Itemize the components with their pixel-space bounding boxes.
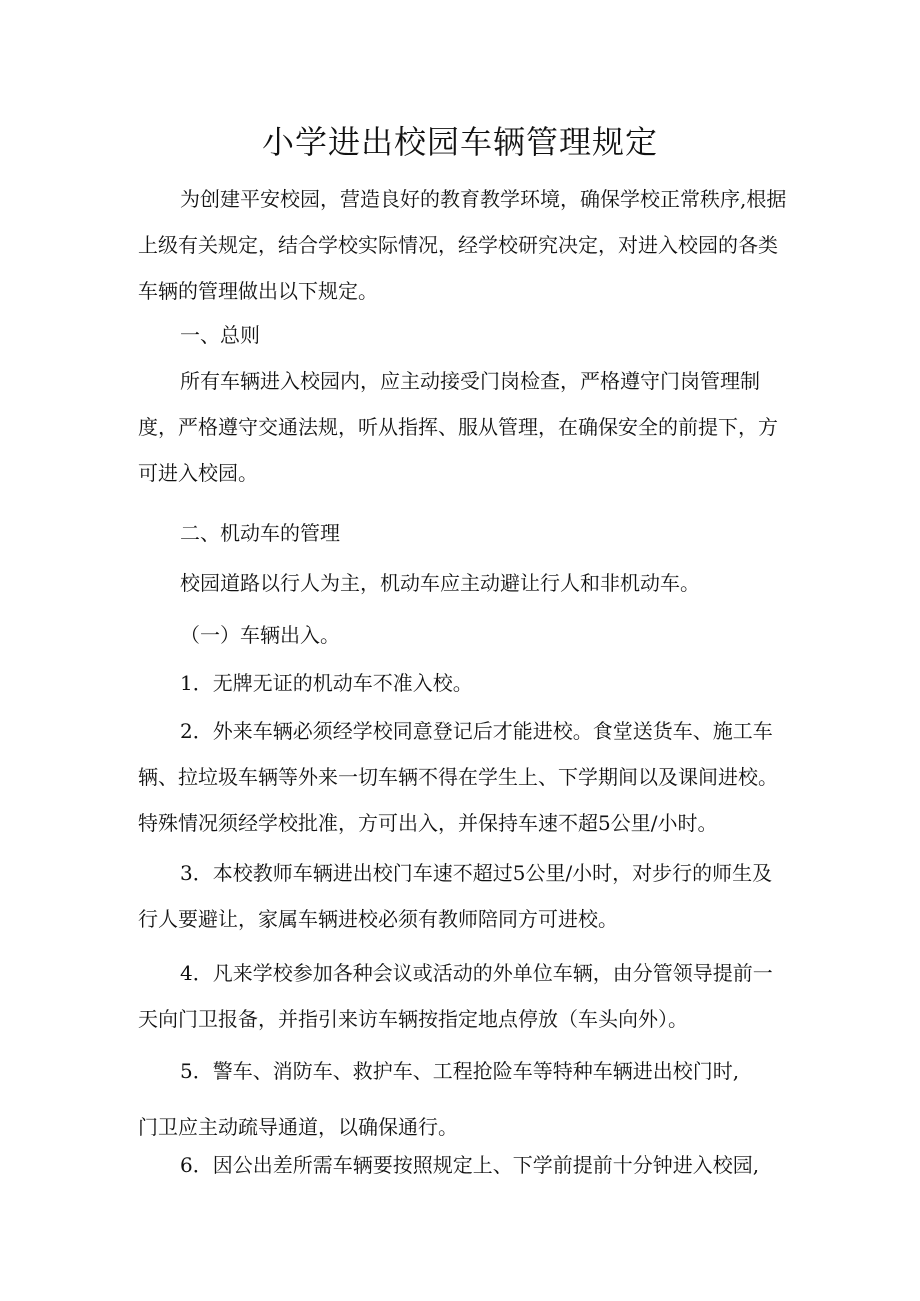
section-heading-motor-vehicles: 二、机动车的管理 xyxy=(180,521,340,545)
rule-item-6: 6．因公出差所需车辆要按照规定上、下学前提前十分钟进入校园, xyxy=(180,1153,760,1177)
rule-item-2: 2．外来车辆必须经学校同意登记后才能进校。食堂送货车、施工车辆、拉垃圾车辆等外来一切车辆不得在学生上、下学期间以及课间进校。特殊情况须经学校批准，方可出入，并保持车速不超5公里/小时。 xyxy=(138,719,778,835)
subsection-heading-entry-exit: （一）车辆出入。 xyxy=(180,623,340,647)
document-title: 小学进出校园车辆管理规定 xyxy=(261,123,658,161)
rule-item-1: 1．无牌无证的机动车不准入校。 xyxy=(180,671,473,695)
rule-item-4: 4．凡来学校参加各种会议或活动的外单位车辆，由分管领导提前一天向门卫报备，并指引来访车辆按指定地点停放（车头向外）。 xyxy=(138,961,773,1031)
general-rules-paragraph: 所有车辆进入校园内，应主动接受门岗检查，严格遵守门岗管理制度，严格遵守交通法规，听从指挥、服从管理，在确保安全的前提下，方可进入校园。 xyxy=(138,369,778,485)
motor-vehicle-intro: 校园道路以行人为主，机动车应主动避让行人和非机动车。 xyxy=(180,571,700,595)
rule-item-5-continuation: 门卫应主动疏导通道，以确保通行。 xyxy=(138,1115,458,1139)
rule-item-3: 3．本校教师车辆进出校门车速不超过5公里/小时，对步行的师生及行人要避让，家属车辆进校必须有教师陪同方可进校。 xyxy=(138,861,773,931)
rule-item-5: 5．警车、消防车、救护车、工程抢险车等特种车辆进出校门时, xyxy=(180,1059,740,1083)
intro-paragraph: 为创建平安校园，营造良好的教育教学环境，确保学校正常秩序,根据上级有关规定，结合学校实际情况，经学校研究决定，对进入校园的各类车辆的管理做出以下规定。 xyxy=(138,187,787,303)
section-heading-general: 一、总则 xyxy=(180,323,260,347)
